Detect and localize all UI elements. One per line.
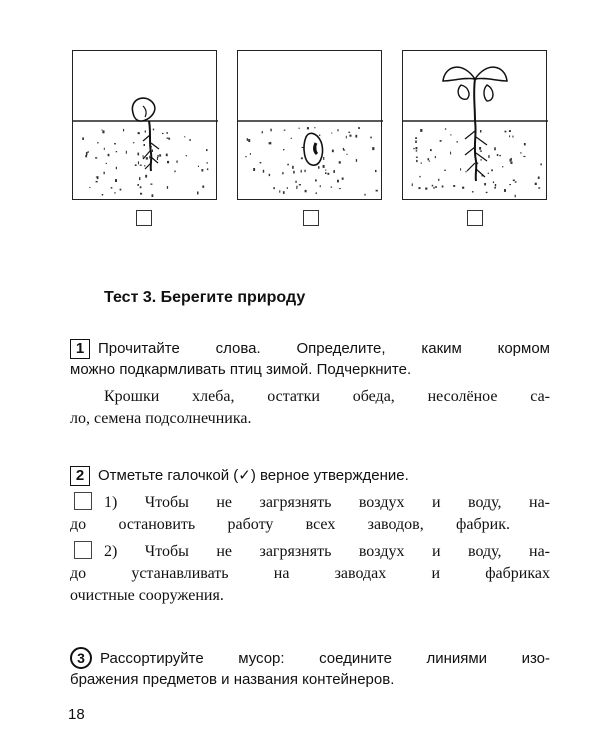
soil-speck (325, 172, 327, 174)
soil-speck (283, 149, 284, 150)
soil-speck (126, 151, 127, 154)
task1-words-line2: ло, семена подсолнечника. (70, 410, 252, 427)
soil-speck (282, 172, 283, 174)
soil-speck (145, 131, 146, 133)
soil-speck (162, 133, 164, 134)
soil-speck (166, 132, 168, 134)
soil-speck (495, 184, 496, 186)
soil-speck (315, 180, 317, 182)
soil-speck (270, 129, 271, 132)
soil-speck (82, 138, 84, 140)
soil-speck (197, 192, 199, 195)
soil-speck (480, 151, 482, 152)
task3-instruction-line1: Рассортируйте мусор: соедините линиями изо- (100, 650, 550, 667)
soil-speck (88, 151, 89, 153)
soil-speck (152, 150, 153, 153)
soil-speck (284, 130, 286, 131)
soil-speck (323, 165, 325, 168)
soil-speck (314, 127, 315, 128)
soil-speck (540, 164, 542, 166)
soil-speck (279, 190, 280, 192)
soil-speck (149, 156, 150, 159)
soil-speck (106, 163, 107, 164)
soil-speck (295, 181, 296, 183)
soil-speck (479, 147, 481, 150)
soil-speck (472, 191, 474, 192)
soil-speck (515, 195, 516, 198)
soil-speck (138, 132, 140, 134)
soil-speck (416, 150, 418, 151)
soil-speck (120, 189, 122, 191)
soil-speck (376, 190, 378, 192)
soil-speck (515, 181, 517, 182)
soil-speck (432, 185, 434, 187)
soil-speck (416, 147, 418, 149)
soil-speck (174, 171, 175, 173)
soil-speck (355, 135, 357, 138)
soil-speck (135, 164, 137, 166)
task1-number: 1 (70, 339, 90, 359)
task3-instruction-line2: бражения предметов и названия контейнеров. (70, 671, 395, 688)
soil-speck (123, 129, 124, 132)
option2-checkbox[interactable] (74, 541, 92, 559)
soil-speck (420, 129, 422, 132)
soil-speck (510, 161, 512, 164)
soil-speck (247, 138, 248, 141)
soil-speck (343, 148, 344, 150)
soil-speck (186, 155, 187, 156)
soil-speck (504, 189, 506, 192)
soil-speck (494, 187, 496, 189)
soil-speck (144, 165, 145, 167)
soil-speck (139, 177, 140, 180)
option2-line3: очистные сооружения. (70, 587, 224, 604)
soil-speck (375, 170, 377, 172)
soil-speck (296, 186, 297, 188)
option1-line2: до остановить работу всех заводов, фабрик. (70, 516, 510, 533)
option1-checkbox[interactable] (74, 492, 92, 510)
soil-speck (114, 143, 116, 144)
option2-line1: 2) Чтобы не загрязнять воздух и воду, на- (104, 543, 550, 560)
soil-speck (337, 180, 339, 183)
soil-speck (97, 176, 99, 179)
soil-speck (316, 192, 317, 194)
soil-speck (102, 130, 104, 133)
grown-seedling-drawing (403, 51, 548, 201)
soil-speck (138, 153, 140, 156)
soil-speck (304, 170, 305, 172)
soil-speck (248, 139, 250, 142)
soil-speck (269, 174, 270, 176)
soil-speck (415, 141, 417, 144)
soil-speck (104, 148, 105, 150)
soil-speck (421, 162, 422, 163)
soil-speck (435, 186, 437, 188)
soil-speck (339, 188, 341, 189)
soil-speck (269, 142, 271, 144)
task2-instruction: Отметьте галочкой (✓) верное утверждение. (98, 467, 409, 484)
soil-speck (140, 186, 142, 188)
soil-speck (331, 187, 333, 188)
soil-speck (333, 170, 335, 173)
soil-speck (273, 187, 275, 189)
option1-line1: 1) Чтобы не загрязнять воздух и воду, на- (104, 494, 550, 511)
soil-speck (144, 144, 146, 146)
soil-speck (339, 161, 341, 163)
soil-speck (445, 128, 446, 129)
task2-number: 2 (70, 466, 90, 486)
soil-speck (512, 136, 513, 138)
soil-speck (145, 175, 147, 178)
soil-speck (299, 184, 301, 185)
task1-words-line1: Крошки хлеба, остатки обеда, несолёное са- (104, 388, 550, 405)
soil-speck (520, 152, 521, 153)
soil-speck (95, 157, 97, 158)
soil-speck (262, 131, 263, 133)
soil-speck (301, 170, 302, 173)
task1-instruction-line2: можно подкармливать птиц зимой. Подчеркните. (70, 361, 412, 378)
soil-speck (305, 190, 307, 192)
soil-speck (419, 176, 420, 178)
soil-speck (509, 130, 511, 132)
soil-speck (293, 171, 295, 174)
soil-speck (207, 162, 208, 164)
soil-speck (325, 170, 326, 171)
soil-speck (307, 127, 309, 129)
soil-speck (425, 188, 427, 190)
soil-speck (137, 184, 139, 186)
soil-speck (133, 142, 135, 143)
soil-speck (346, 136, 347, 139)
soil-speck (433, 187, 434, 189)
soil-speck (488, 173, 489, 174)
soil-speck (207, 168, 208, 170)
soil-speck (364, 194, 365, 196)
soil-speck (491, 169, 493, 171)
soil-speck (287, 164, 289, 166)
task1-instruction-line1: Прочитайте слова. Определите, каким кормом (98, 340, 550, 357)
soil-speck (166, 154, 168, 157)
soil-speck (167, 161, 169, 163)
soil-speck (444, 170, 446, 171)
soil-speck (140, 193, 142, 195)
soil-speck (201, 169, 203, 171)
bean-seed-drawing (238, 51, 383, 201)
soil-speck (513, 180, 515, 182)
soil-speck (159, 154, 161, 156)
soil-speck (460, 168, 461, 170)
soil-speck (428, 158, 430, 160)
soil-speck (505, 131, 507, 133)
soil-speck (510, 159, 511, 162)
soil-speck (440, 140, 442, 142)
illustration-sprouting-bean (72, 50, 217, 200)
soil-speck (202, 186, 204, 188)
soil-speck (320, 185, 321, 187)
soil-speck (497, 154, 499, 156)
soil-speck (101, 130, 102, 131)
soil-speck (115, 179, 117, 182)
soil-speck (430, 149, 432, 151)
soil-speck (245, 156, 247, 157)
soil-speck (292, 166, 294, 169)
soil-speck (108, 154, 110, 157)
soil-speck (462, 187, 464, 189)
soil-speck (168, 138, 170, 140)
soil-speck (157, 157, 158, 160)
soil-speck (250, 153, 251, 155)
soil-speck (167, 186, 168, 189)
soil-speck (523, 156, 525, 157)
soil-speck (150, 184, 152, 185)
soil-speck (143, 155, 144, 158)
soil-speck (450, 134, 451, 135)
task3-number: 3 (70, 647, 92, 669)
soil-speck (488, 155, 489, 158)
soil-speck (96, 181, 98, 183)
soil-speck (465, 171, 466, 172)
soil-speck (348, 132, 350, 133)
soil-speck (535, 183, 537, 185)
soil-speck (502, 166, 503, 167)
soil-speck (85, 155, 87, 157)
soil-speck (457, 141, 458, 143)
illustration-bean-seed (237, 50, 382, 200)
soil-speck (494, 147, 496, 150)
page-number: 18 (68, 706, 85, 723)
soil-speck (412, 183, 413, 186)
soil-speck (102, 194, 104, 196)
soil-speck (299, 128, 300, 129)
test-title: Тест 3. Берегите природу (104, 289, 306, 306)
soil-speck (346, 154, 347, 155)
soil-speck (509, 184, 511, 185)
soil-speck (416, 157, 418, 158)
soil-speck (358, 127, 360, 129)
soil-speck (337, 129, 338, 131)
soil-speck (116, 167, 117, 169)
soil-speck (484, 183, 486, 185)
sprouting-bean-drawing (73, 51, 218, 201)
soil-speck (372, 147, 374, 150)
soil-speck (356, 159, 357, 162)
soil-speck (438, 179, 439, 181)
soil-speck (524, 143, 526, 145)
soil-speck (486, 192, 488, 193)
soil-speck (342, 178, 344, 180)
soil-speck (206, 149, 208, 151)
soil-speck (435, 156, 436, 158)
soil-speck (89, 187, 90, 188)
soil-speck (176, 161, 177, 163)
soil-speck (146, 157, 148, 159)
soil-speck (453, 185, 455, 187)
soil-speck (493, 181, 494, 183)
soil-speck (153, 129, 154, 131)
soil-speck (283, 191, 285, 194)
checkbox-bean-seed[interactable] (303, 210, 319, 226)
soil-speck (349, 135, 351, 137)
soil-speck (260, 162, 262, 163)
soil-speck (538, 187, 540, 188)
soil-speck (189, 139, 190, 141)
soil-speck (86, 152, 88, 155)
soil-speck (296, 187, 297, 189)
soil-speck (301, 157, 303, 159)
soil-speck (327, 173, 329, 175)
soil-speck (370, 137, 372, 139)
option2-line2: до устанавливать на заводах и фабриках (70, 565, 550, 582)
soil-speck (538, 177, 540, 180)
soil-speck (331, 133, 332, 134)
soil-speck (415, 137, 417, 139)
soil-speck (419, 187, 421, 189)
soil-speck (477, 162, 478, 164)
soil-speck (319, 135, 320, 136)
soil-speck (318, 166, 320, 169)
illustration-grown-seedling (402, 50, 547, 200)
soil-speck (480, 130, 481, 133)
soil-speck (413, 148, 414, 149)
soil-speck (429, 161, 430, 162)
soil-speck (198, 166, 199, 167)
soil-speck (332, 150, 334, 153)
soil-speck (253, 168, 255, 171)
soil-speck (499, 155, 501, 156)
checkbox-sprouting-bean[interactable] (136, 210, 152, 226)
soil-speck (263, 170, 264, 173)
checkbox-grown-seedling[interactable] (467, 210, 483, 226)
soil-speck (140, 165, 142, 166)
soil-speck (116, 151, 117, 152)
soil-speck (450, 152, 451, 155)
soil-speck (138, 161, 139, 164)
soil-speck (115, 192, 116, 194)
soil-speck (104, 172, 105, 175)
soil-speck (184, 136, 185, 137)
soil-speck (416, 160, 418, 162)
soil-speck (152, 194, 154, 197)
soil-speck (509, 135, 510, 137)
soil-speck (480, 159, 482, 160)
soil-speck (97, 142, 99, 143)
soil-speck (442, 186, 444, 188)
soil-speck (167, 138, 169, 139)
soil-speck (291, 138, 292, 139)
soil-speck (111, 187, 113, 189)
soil-speck (287, 187, 288, 189)
soil-speck (323, 157, 324, 160)
